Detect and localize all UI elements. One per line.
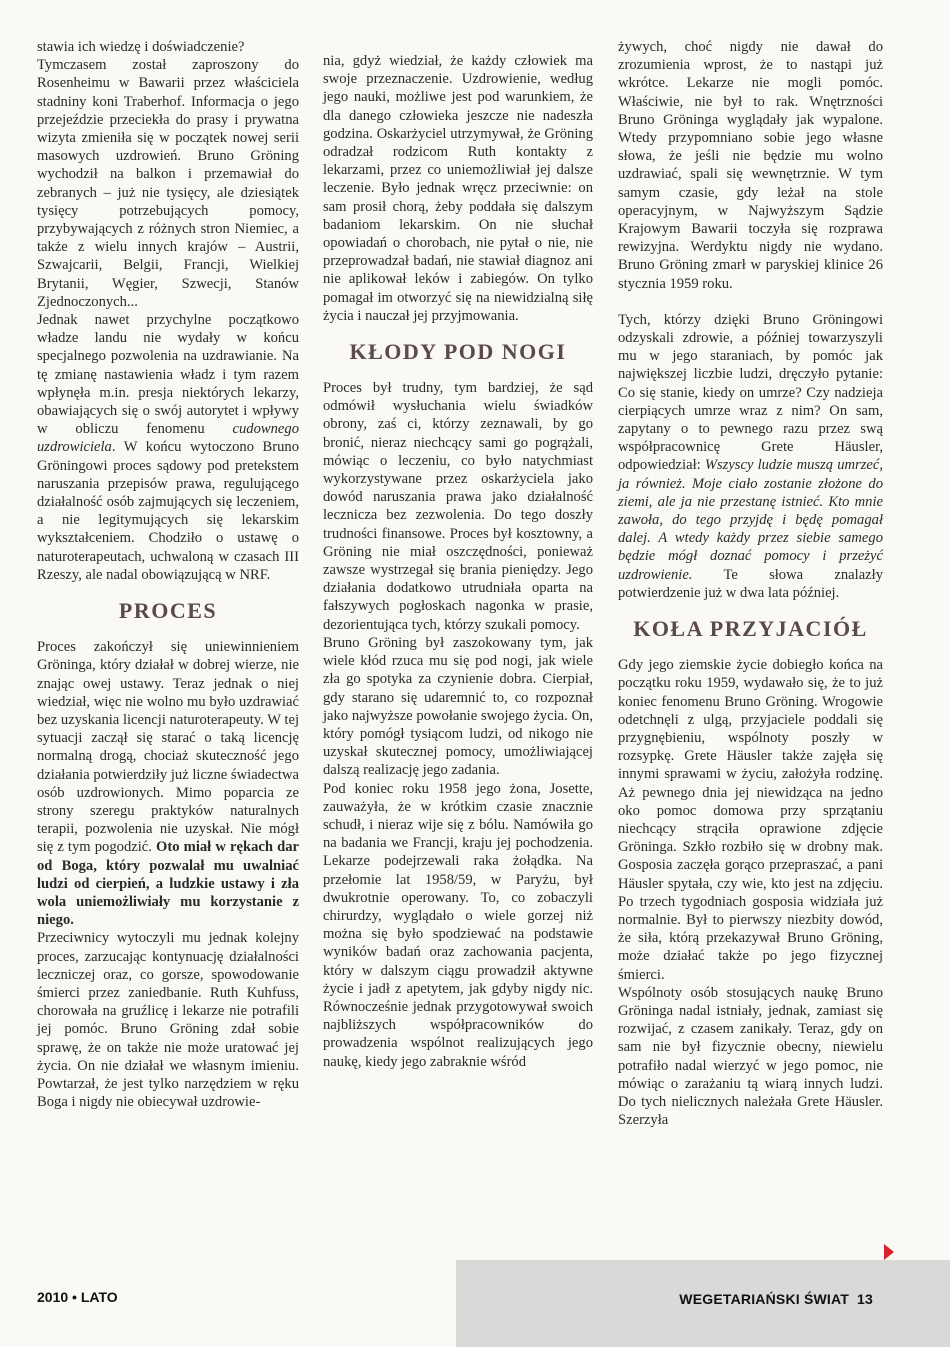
paragraph-text: Jednak nawet przychylne początkowo władze landu nie wydały w końcu specjalnego pozwolenia na uzdrawianie. Na tę zmianę nastawienia władz i tym razem wpłynęła m.in. presja niektórych lekarzy, obawiających się o swój autorytet i wpływy w obliczu fenomenu bbox=[37, 312, 299, 438]
magazine-title: WEGETARIAŃSKI ŚWIAT bbox=[679, 1291, 850, 1307]
column-1 bbox=[37, 38, 299, 1111]
emphasis-text: cudownego uzdrowiciela bbox=[37, 421, 299, 456]
paragraph bbox=[37, 638, 299, 929]
footer-magazine bbox=[679, 1291, 873, 1307]
bold-text: Oto miał w rękach dar od Boga, który pozwalał mu uwalniać ludzi od cierpień, a ludzkie ustawy i zła wola uniemożliwiały mu korzystanie z niego. bbox=[37, 839, 299, 929]
page-number: 13 bbox=[857, 1291, 873, 1307]
paragraph-text: Te słowa znalazły potwierdzenie już w dwa lata później. bbox=[618, 566, 883, 601]
paragraph-text: Proces zakończył się uniewinnieniem Gröninga, który działał w dobrej wierze, nie znając owej ustawy. Teraz jednak o niej wiedział, więc nie wolno mu było uzdrawiać bez uzyskania licencji naturoterapeuty. W tej sytuacji zaczął się starać o taką licencję normalną drogą, chociaż skuteczność jego działania potwierdziły już liczne świadectwa osób uzdrowionych. Mimo poparcia ze strony szeregu praktyków naturalnych terapii, pozwolenia nie uzyskał. Nie mógł się z tym pogodzić. bbox=[37, 639, 299, 856]
paragraph: Pod koniec roku 1958 jego żona, Josette, zauważyła, że w krótkim czasie znacznie schudł, i nieraz wije się z bólu. Namówiła go na badania we Francji, kraju jej pochodzenia. Lekarze podejrzewali raka żołądka. Na przełomie lat 1958/59, w Paryżu, był dwukrotnie operowany. To, co zobaczyli chirurdzy, wyglądało o wiele gorzej niż można się było spodziewać na podstawie wyników badań oraz zachowania pacjenta, który w dalszym ciągu prowadził aktywne życie i jadł z apetytem, jak gdyby nigdy nic. Równocześnie jednak przygotowywał swoich najbliższych współpracowników do prowadzenia wspólnot realizujących jego naukę, kiedy jego zabraknie wśród bbox=[323, 780, 593, 1070]
paragraph: żywych, choć nigdy nie dawał do zrozumienia wprost, że to nastąpi już wkrótce. Lekarze nie mogli pomóc. Właściwie, nie był to rak. Wnętrzności Bruno Gröninga wyglądały jak wypalone. Wtedy przypomniano sobie jego własne słowa, że jeśli nie będzie mu wolno uzdrawiać, spali się wewnętrznie. W tym samym czasie, gdy leżał na stole operacyjnym, w Najwyższym Sądzie Krajowym Bawarii toczyła się rozprawa rewizyjna. Werdyktu nigdy nie wydano. Bruno Gröning zmarł w paryskiej klinice 26 stycznia 1959 roku. bbox=[618, 39, 883, 292]
emphasis-text: Wszyscy ludzie muszą umrzeć, ja również. Moje ciało zostanie złożone do ziemi, ale ja nie przestanę istnieć. Kto mnie zawoła, do tego przyjdę i będę pomagał dalej. A wtedy każdy przez siebie samego będzie mógł doznać pomocy i przeżyć uzdrowienie. bbox=[618, 457, 883, 583]
section-heading-kola-przyjaciol: KOŁA PRZYJACIÓŁ bbox=[633, 616, 868, 642]
paragraph-text: Tych, którzy dzięki Bruno Gröningowi odzyskali zdrowie, a później towarzyszyli mu w jego staraniach, by pomóc jak największej liczbie ludzi, dręczyło pytanie: Co się stanie, kiedy on umrze? Czy nadzieja cierpiących umrze wraz z nim? On sam, zapytany o to pewnego razu przez swą współpracownicę Grete Häusler, odpowiedział: bbox=[618, 311, 883, 474]
section-heading-proces: PROCES bbox=[118, 598, 218, 624]
footer-issue: 2010 • LATO bbox=[37, 1289, 118, 1305]
paragraph-text: . W końcu wytoczono Bruno Gröningowi proces sądowy pod pretekstem naruszania przepisów prawa, regulującego działalność osób zajmujących się leczeniem, a nie legitymujących się lekarskim wykształceniem. Chodziło o ustawę o naturoterapeutach, uchwaloną w czasach III Rzeszy, ale nadal obowiązującą w NRF. bbox=[37, 439, 299, 583]
continue-arrow-icon bbox=[884, 1244, 894, 1260]
paragraph: Gdy jego ziemskie życie dobiegło końca na początku roku 1959, wydawało się, że to już koniec fenomenu Bruno Gröning. Wrogowie odetchnęli z ulgą, przyjaciele poddali się przygnębieniu, wspólnoty poszły w rozsypkę. Grete Häusler także zajęła się innymi sprawami w życiu, założyła rodzinę. Aż pewnego dnia jej niewidząca na jedno oko pomoc domowa przy sprzątaniu niechcący strąciła oprawione zdjęcie Gröninga. Szkło rozbiło się w drobny mak. Gosposia zaczęła gorąco przepraszać, a pani Häusler spytała, czy wie, kto jest na zdjęciu. Po trzech tygodniach gosposia widziała już normalnie. Był to pierwszy niezbity dowód, że siła, którą przekazywał Bruno Gröning, może działać także po jego fizycznej śmierci. bbox=[618, 657, 883, 983]
section-heading-klody-pod-nogi: KŁODY POD NOGI bbox=[349, 339, 567, 365]
paragraph: Bruno Gröning był zaszokowany tym, jak wiele kłód rzuca mu się pod nogi, jak wiele zła go spotyka za czynienie dobra. Cierpiał, gdy starano się udaremnić to, co rozpoznał jako najwyższe powołanie swojego życia. On, który pomógł tysiącom ludzi, od nikogo nie uzyskał skutecznej pomocy, umożliwiającej dalszą realizację jego zadania. bbox=[323, 634, 593, 779]
paragraph bbox=[618, 311, 883, 602]
paragraph: Przeciwnicy wytoczyli mu jednak kolejny proces, zarzucając kontynuację działalności leczniczej oraz, co gorsze, spowodowanie śmierci przez zaniedbanie. Ruth Kuhfuss, chorowała na gruźlicę i lekarze nie potrafili jej pomóc. Bruno Gröning zdał sobie sprawę, że on także nie może uratować jej życia. On nie działał we własnym imieniu. Powtarzał, że jest tylko narzędziem w ręku Boga i nigdy nie obiecywał uzdrowie- bbox=[37, 930, 299, 1111]
paragraph: stawia ich wiedzę i doświadczenie? bbox=[37, 39, 245, 55]
paragraph: Proces był trudny, tym bardziej, że sąd odmówił wysłuchania wielu świadków obrony, zaś ci, którzy zeznawali, by go bronić, nieraz niechcący sami go pogrążali, mówiąc o leczeniu, co było natychmiast wykorzystywane przez oskarżyciela jako dowód naruszania prawa jako działalność lecznicza bez zezwolenia. Do tego doszły trudności finansowe. Proces był kosztowny, a Gröning nie miał oszczędności, ponieważ zawsze wystrzegał się brania pieniędzy. Jego działania dodatkowo utrudniała oparta na fałszywych pogłoskach nagonka w prasie, dezorientująca tych, którzy szukali pomocy. bbox=[323, 380, 593, 633]
paragraph: Wspólnoty osób stosujących naukę Bruno Gröninga nadal istniały, jednak, zamiast się rozwijać, z czasem zanikały. Teraz, gdy on sam nie był fizycznie obecny, niewielu potrafiło nadal wierzyć w jego pomoc, nie mówiąc o zarażaniu tą wiarą innych ludzi. Do tych nielicznych należała Grete Häusler. Szerzyła bbox=[618, 984, 883, 1129]
column-3 bbox=[618, 38, 883, 1129]
paragraph bbox=[37, 311, 299, 584]
paragraph: Tymczasem został zaproszony do Rosenheimu w Bawarii przez właściciela stadniny koni Traberhof. Informacja o jego przejeździe przeciekła do prasy i prywatna wizyta zmieniła się w początek nowej serii masowych uzdrowień. Bruno Gröning wychodził na balkon i przemawiał do zebranych – już nie tysięcy, ale dziesiątek tysięcy potrzebujących pomocy, przybywających z różnych stron Niemiec, a także z wielu innych krajów – Austrii, Szwajcarii, Belgii, Francji, Wielkiej Brytanii, Węgier, Szwecji, Stanów Zjednoczonych... bbox=[37, 57, 299, 310]
paragraph: nia, gdyż wiedział, że każdy człowiek ma swoje przeznaczenie. Uzdrowienie, według jego nauki, możliwe jest pod warunkiem, że dla danego człowieka jeszcze nie nadeszła godzina. Oskarżyciel utrzymywał, że Gröning odradzał rodzicom Ruth kontakty z lekarzami, przez co uniemożliwiał jej dalsze leczenie. Było jednak wręcz przeciwnie: on sam prosił chorą, żeby poddała się dalszym badaniom lekarskim. On nie słuchał opowiadań o chorobach, nie pytał o nie, nie przeprowadzał badań, nie stawiał diagnoz ani nie aplikował leków i zabiegów. On tylko pomagał im otworzyć się na niewidzialną siłę życia i nauczał jej przyjmowania. bbox=[323, 53, 593, 324]
column-2 bbox=[323, 52, 593, 1071]
